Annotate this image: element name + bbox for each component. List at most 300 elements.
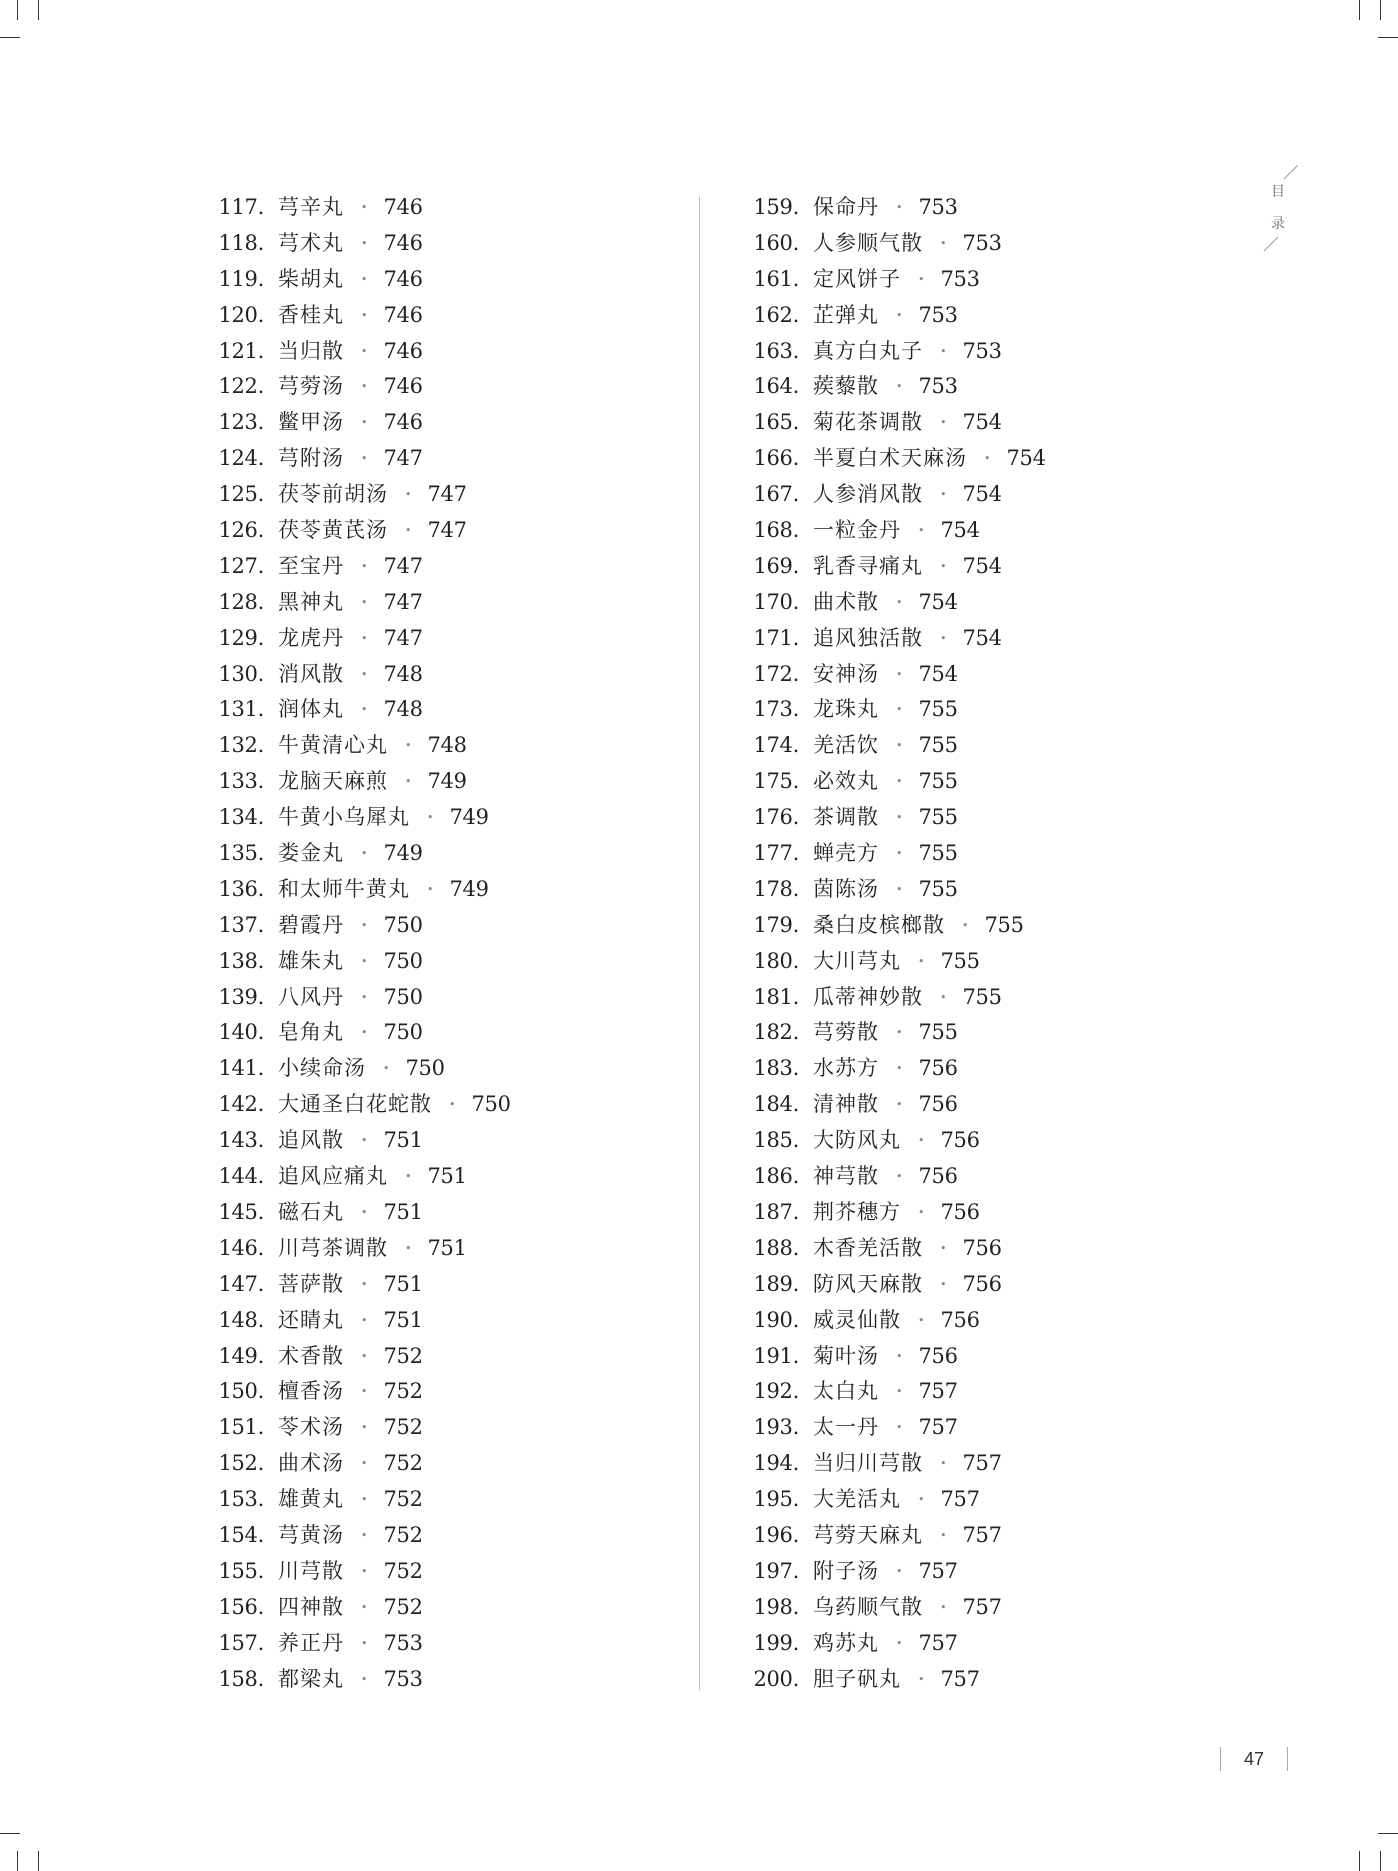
separator-dot-icon: •	[918, 524, 925, 538]
toc-entry	[214, 298, 714, 334]
toc-entry	[749, 1410, 1249, 1446]
toc-entry	[749, 1518, 1249, 1554]
toc-entry	[749, 1626, 1249, 1662]
toc-entry	[749, 334, 1249, 370]
entry-number: 118.	[218, 230, 264, 255]
toc-entry	[214, 1087, 714, 1123]
toc-entry	[749, 1267, 1249, 1303]
entry-page: 754	[940, 518, 980, 543]
entry-number: 132.	[218, 733, 264, 758]
toc-entry	[214, 908, 714, 944]
separator-dot-icon: •	[361, 1672, 368, 1686]
entry-page: 757	[962, 1522, 1002, 1547]
entry-page: 756	[918, 1343, 958, 1368]
entry-title: 荆芥穗方	[813, 1199, 901, 1224]
separator-dot-icon: •	[361, 236, 368, 250]
separator-dot-icon: •	[361, 1493, 368, 1507]
entry-number: 193.	[753, 1415, 799, 1440]
crop-mark	[17, 1851, 18, 1871]
entry-title: 追风应痛丸	[278, 1164, 388, 1189]
entry-title: 四神散	[278, 1594, 344, 1619]
entry-page: 753	[383, 1630, 423, 1655]
entry-title: 太白丸	[813, 1379, 879, 1404]
toc-entry	[214, 1518, 714, 1554]
separator-dot-icon: •	[896, 1098, 903, 1112]
separator-dot-icon: •	[896, 882, 903, 896]
toc-entry	[749, 298, 1249, 334]
entry-number: 190.	[753, 1307, 799, 1332]
entry-title: 消风散	[278, 661, 344, 686]
separator-dot-icon: •	[361, 703, 368, 717]
toc-entry	[214, 1267, 714, 1303]
toc-entry	[749, 441, 1249, 477]
entry-page: 749	[449, 876, 489, 901]
separator-dot-icon: •	[361, 201, 368, 214]
entry-title: 养正丹	[278, 1630, 344, 1655]
toc-entry	[749, 1123, 1249, 1159]
side-tab	[1258, 165, 1298, 255]
separator-dot-icon: •	[361, 1134, 368, 1148]
entry-title: 乳香寻痛丸	[813, 553, 923, 578]
entry-page: 754	[918, 661, 958, 686]
entry-number: 181.	[753, 984, 799, 1009]
entry-number: 144.	[218, 1164, 264, 1189]
entry-number: 125.	[218, 482, 264, 507]
separator-dot-icon: •	[940, 1277, 947, 1291]
entry-number: 131.	[218, 697, 264, 722]
entry-title: 鳖甲汤	[278, 410, 344, 435]
crop-mark	[1380, 1851, 1381, 1871]
entry-title: 大羌活丸	[813, 1487, 901, 1512]
separator-dot-icon: •	[405, 1241, 412, 1255]
toc-entry	[214, 405, 714, 441]
toc-entry	[214, 1590, 714, 1626]
entry-number: 148.	[218, 1307, 264, 1332]
separator-dot-icon: •	[405, 488, 412, 502]
separator-dot-icon: •	[383, 1062, 390, 1076]
separator-dot-icon: •	[361, 918, 368, 932]
entry-number: 196.	[753, 1522, 799, 1547]
separator-dot-icon: •	[361, 1564, 368, 1578]
entry-page: 754	[962, 482, 1002, 507]
entry-number: 146.	[218, 1235, 264, 1260]
entry-title: 芎辛丸	[278, 195, 344, 219]
entry-title: 防风天麻散	[813, 1271, 923, 1296]
entry-title: 清神散	[813, 1092, 879, 1117]
entry-title: 人参顺气散	[813, 230, 923, 255]
entry-page: 755	[918, 769, 958, 794]
crop-mark	[0, 1833, 20, 1834]
separator-dot-icon: •	[896, 847, 903, 861]
toc-entry	[749, 1339, 1249, 1375]
entry-page: 752	[383, 1451, 423, 1476]
separator-dot-icon: •	[361, 452, 368, 466]
separator-dot-icon: •	[896, 595, 903, 609]
entry-page: 755	[984, 912, 1024, 937]
toc-entry	[749, 477, 1249, 513]
toc-entry	[749, 1051, 1249, 1087]
entry-page: 746	[383, 230, 423, 255]
entry-page: 753	[918, 374, 958, 399]
entry-page: 747	[383, 625, 423, 650]
entry-title: 大防风丸	[813, 1128, 901, 1153]
entry-page: 749	[449, 805, 489, 830]
entry-page: 755	[918, 805, 958, 830]
crop-mark	[17, 0, 18, 20]
entry-page: 753	[383, 1666, 423, 1691]
toc-entry	[749, 1482, 1249, 1518]
separator-dot-icon: •	[405, 1170, 412, 1184]
entry-page: 752	[383, 1558, 423, 1583]
toc-entry	[214, 1662, 714, 1698]
separator-dot-icon: •	[405, 739, 412, 753]
entry-page: 752	[383, 1379, 423, 1404]
entry-title: 檀香汤	[278, 1379, 344, 1404]
entry-number: 195.	[753, 1487, 799, 1512]
entry-page: 753	[962, 338, 1002, 363]
toc-entry	[749, 980, 1249, 1016]
entry-page: 755	[918, 1020, 958, 1045]
entry-title: 黑神丸	[278, 589, 344, 614]
separator-dot-icon: •	[896, 811, 903, 825]
entry-title: 芎䓖天麻丸	[813, 1522, 923, 1547]
separator-dot-icon: •	[405, 775, 412, 789]
entry-page: 751	[383, 1128, 423, 1153]
entry-page: 751	[383, 1199, 423, 1224]
entry-number: 121.	[218, 338, 264, 363]
entry-number: 127.	[218, 553, 264, 578]
toc-entry	[749, 405, 1249, 441]
separator-dot-icon: •	[361, 416, 368, 430]
crop-mark	[1378, 1833, 1398, 1834]
separator-dot-icon: •	[984, 452, 991, 466]
entry-title: 当归川芎散	[813, 1451, 923, 1476]
column-divider	[699, 197, 700, 1690]
separator-dot-icon: •	[427, 811, 434, 825]
entry-number: 138.	[218, 948, 264, 973]
side-tab-slashes	[1258, 165, 1298, 255]
toc-entry	[214, 1231, 714, 1267]
toc-entry	[749, 800, 1249, 836]
toc-entry	[214, 872, 714, 908]
toc-entry	[214, 226, 714, 262]
entry-page: 746	[383, 374, 423, 399]
entry-page: 753	[918, 302, 958, 327]
entry-title: 威灵仙散	[813, 1307, 901, 1332]
entry-title: 一粒金丹	[813, 518, 901, 543]
entry-number: 198.	[753, 1594, 799, 1619]
entry-title: 大通圣白花蛇散	[278, 1092, 432, 1117]
crop-mark	[1359, 1851, 1360, 1871]
toc-entry	[214, 441, 714, 477]
entry-page: 753	[940, 266, 980, 291]
separator-dot-icon: •	[896, 1349, 903, 1363]
entry-page: 750	[383, 912, 423, 937]
toc-entry	[214, 477, 714, 513]
entry-number: 177.	[753, 841, 799, 866]
separator-dot-icon: •	[918, 1205, 925, 1219]
entry-title: 雄黄丸	[278, 1487, 344, 1512]
entry-number: 185.	[753, 1128, 799, 1153]
side-tab-char: 录	[1271, 216, 1285, 232]
entry-page: 752	[383, 1343, 423, 1368]
toc-entry	[749, 262, 1249, 298]
entry-title: 大川芎丸	[813, 948, 901, 973]
toc-entry	[214, 836, 714, 872]
separator-dot-icon: •	[896, 1026, 903, 1040]
entry-number: 183.	[753, 1056, 799, 1081]
entry-number: 130.	[218, 661, 264, 686]
separator-dot-icon: •	[918, 1134, 925, 1148]
toc-entry	[749, 1374, 1249, 1410]
separator-dot-icon: •	[918, 1493, 925, 1507]
entry-number: 152.	[218, 1451, 264, 1476]
entry-title: 追风散	[278, 1128, 344, 1153]
entry-title: 都梁丸	[278, 1666, 344, 1691]
side-tab-char: 目	[1271, 184, 1285, 200]
entry-page: 752	[383, 1594, 423, 1619]
entry-page: 748	[427, 733, 467, 758]
entry-number: 151.	[218, 1415, 264, 1440]
entry-title: 龙虎丹	[278, 625, 344, 650]
entry-number: 143.	[218, 1128, 264, 1153]
separator-dot-icon: •	[940, 236, 947, 250]
entry-number: 162.	[753, 302, 799, 327]
entry-number: 189.	[753, 1271, 799, 1296]
entry-title: 至宝丹	[278, 553, 344, 578]
separator-dot-icon: •	[896, 703, 903, 717]
crop-mark	[1378, 37, 1398, 38]
entry-title: 茵陈汤	[813, 876, 879, 901]
entry-page: 755	[918, 733, 958, 758]
entry-number: 187.	[753, 1199, 799, 1224]
entry-page: 757	[918, 1379, 958, 1404]
separator-dot-icon: •	[896, 1636, 903, 1650]
toc-entry	[749, 1554, 1249, 1590]
entry-title: 还睛丸	[278, 1307, 344, 1332]
toc-entry	[214, 944, 714, 980]
entry-page: 747	[383, 589, 423, 614]
toc-entry	[214, 1051, 714, 1087]
entry-title: 川芎茶调散	[278, 1235, 388, 1260]
toc-entry	[214, 334, 714, 370]
entry-title: 皂角丸	[278, 1020, 344, 1045]
entry-title: 龙脑天麻煎	[278, 769, 388, 794]
entry-title: 安神汤	[813, 661, 879, 686]
entry-number: 157.	[218, 1630, 264, 1655]
crop-mark	[0, 37, 20, 38]
entry-page: 756	[940, 1307, 980, 1332]
toc-entry	[214, 513, 714, 549]
entry-number: 169.	[753, 553, 799, 578]
separator-dot-icon: •	[449, 1098, 456, 1112]
entry-title: 芷弹丸	[813, 302, 879, 327]
entry-page: 757	[962, 1594, 1002, 1619]
entry-page: 756	[918, 1092, 958, 1117]
page-number: 47	[1220, 1747, 1288, 1771]
entry-number: 163.	[753, 338, 799, 363]
entry-title: 菩萨散	[278, 1271, 344, 1296]
entry-title: 胆子矾丸	[813, 1666, 901, 1691]
toc-entry	[214, 1626, 714, 1662]
toc-entry	[749, 1590, 1249, 1626]
entry-number: 126.	[218, 518, 264, 543]
separator-dot-icon: •	[361, 272, 368, 286]
entry-number: 191.	[753, 1343, 799, 1368]
entry-page: 756	[962, 1235, 1002, 1260]
entry-page: 748	[383, 697, 423, 722]
entry-title: 鸡苏丸	[813, 1630, 879, 1655]
toc-entry	[749, 908, 1249, 944]
separator-dot-icon: •	[940, 990, 947, 1004]
entry-number: 123.	[218, 410, 264, 435]
entry-number: 158.	[218, 1666, 264, 1691]
entry-title: 牛黄小乌犀丸	[278, 805, 410, 830]
entry-number: 147.	[218, 1271, 264, 1296]
entry-number: 174.	[753, 733, 799, 758]
crop-mark	[38, 0, 39, 20]
entry-page: 749	[427, 769, 467, 794]
toc-entry	[214, 190, 714, 226]
entry-page: 756	[940, 1199, 980, 1224]
entry-page: 757	[918, 1630, 958, 1655]
entry-number: 168.	[753, 518, 799, 543]
entry-number: 122.	[218, 374, 264, 399]
entry-page: 753	[918, 195, 958, 219]
entry-number: 188.	[753, 1235, 799, 1260]
entry-number: 119.	[218, 266, 264, 291]
toc-entry	[214, 1410, 714, 1446]
entry-number: 135.	[218, 841, 264, 866]
entry-page: 756	[918, 1056, 958, 1081]
toc-entry	[749, 764, 1249, 800]
separator-dot-icon: •	[361, 1205, 368, 1219]
toc-entry	[749, 1303, 1249, 1339]
entry-number: 141.	[218, 1056, 264, 1081]
entry-title: 芎䓖散	[813, 1020, 879, 1045]
entry-page: 754	[962, 553, 1002, 578]
entry-title: 龙珠丸	[813, 697, 879, 722]
entry-number: 129.	[218, 625, 264, 650]
entry-number: 155.	[218, 1558, 264, 1583]
toc-entry	[214, 1303, 714, 1339]
entry-page: 755	[940, 948, 980, 973]
entry-title: 木香羌活散	[813, 1235, 923, 1260]
toc-entry	[749, 1195, 1249, 1231]
separator-dot-icon: •	[361, 667, 368, 681]
entry-title: 神芎散	[813, 1164, 879, 1189]
entry-number: 197.	[753, 1558, 799, 1583]
entry-title: 当归散	[278, 338, 344, 363]
entry-number: 139.	[218, 984, 264, 1009]
entry-number: 167.	[753, 482, 799, 507]
entry-page: 747	[383, 446, 423, 471]
entry-page: 747	[427, 482, 467, 507]
entry-number: 161.	[753, 266, 799, 291]
toc-entry	[749, 836, 1249, 872]
separator-dot-icon: •	[896, 1170, 903, 1184]
separator-dot-icon: •	[896, 739, 903, 753]
separator-dot-icon: •	[361, 990, 368, 1004]
entry-number: 133.	[218, 769, 264, 794]
entry-number: 184.	[753, 1092, 799, 1117]
toc-entry	[749, 692, 1249, 728]
entry-title: 芎术丸	[278, 230, 344, 255]
toc-entry	[749, 369, 1249, 405]
entry-title: 定风饼子	[813, 266, 901, 291]
entry-title: 术香散	[278, 1343, 344, 1368]
entry-page: 746	[383, 338, 423, 363]
entry-title: 瓜蒂神妙散	[813, 984, 923, 1009]
toc-column-left	[214, 190, 714, 1697]
separator-dot-icon: •	[896, 308, 903, 322]
entry-number: 145.	[218, 1199, 264, 1224]
toc-entry	[749, 1662, 1249, 1698]
crop-mark	[38, 1851, 39, 1871]
entry-number: 140.	[218, 1020, 264, 1045]
toc-entry	[749, 585, 1249, 621]
entry-page: 746	[383, 266, 423, 291]
entry-title: 附子汤	[813, 1558, 879, 1583]
separator-dot-icon: •	[361, 1528, 368, 1542]
entry-page: 751	[383, 1307, 423, 1332]
separator-dot-icon: •	[405, 524, 412, 538]
entry-page: 750	[405, 1056, 445, 1081]
separator-dot-icon: •	[361, 1457, 368, 1471]
entry-title: 柴胡丸	[278, 266, 344, 291]
separator-dot-icon: •	[361, 1385, 368, 1399]
toc-entry	[749, 657, 1249, 693]
entry-number: 175.	[753, 769, 799, 794]
toc-entry	[214, 1159, 714, 1195]
entry-number: 180.	[753, 948, 799, 973]
separator-dot-icon: •	[361, 380, 368, 394]
toc-entry	[749, 872, 1249, 908]
toc-entry	[214, 1482, 714, 1518]
entry-page: 756	[962, 1271, 1002, 1296]
toc-entry	[214, 764, 714, 800]
entry-page: 746	[383, 302, 423, 327]
entry-number: 178.	[753, 876, 799, 901]
entry-title: 磁石丸	[278, 1199, 344, 1224]
separator-dot-icon: •	[361, 1349, 368, 1363]
entry-title: 芎黄汤	[278, 1522, 344, 1547]
entry-page: 752	[383, 1487, 423, 1512]
entry-title: 川芎散	[278, 1558, 344, 1583]
toc-entry	[214, 369, 714, 405]
entry-page: 757	[940, 1487, 980, 1512]
toc-entry	[214, 1446, 714, 1482]
entry-page: 754	[1006, 446, 1046, 471]
entry-title: 乌药顺气散	[813, 1594, 923, 1619]
separator-dot-icon: •	[918, 954, 925, 968]
entry-number: 159.	[753, 195, 799, 219]
toc-entry	[214, 800, 714, 836]
separator-dot-icon: •	[361, 1277, 368, 1291]
toc-entry	[214, 262, 714, 298]
entry-title: 羌活饮	[813, 733, 879, 758]
entry-page: 752	[383, 1415, 423, 1440]
entry-title: 追风独活散	[813, 625, 923, 650]
entry-page: 754	[918, 589, 958, 614]
toc-entry	[214, 621, 714, 657]
separator-dot-icon: •	[896, 775, 903, 789]
entry-number: 117.	[218, 195, 264, 219]
separator-dot-icon: •	[361, 1421, 368, 1435]
toc-entry	[214, 728, 714, 764]
entry-title: 香桂丸	[278, 302, 344, 327]
toc-entry	[749, 513, 1249, 549]
